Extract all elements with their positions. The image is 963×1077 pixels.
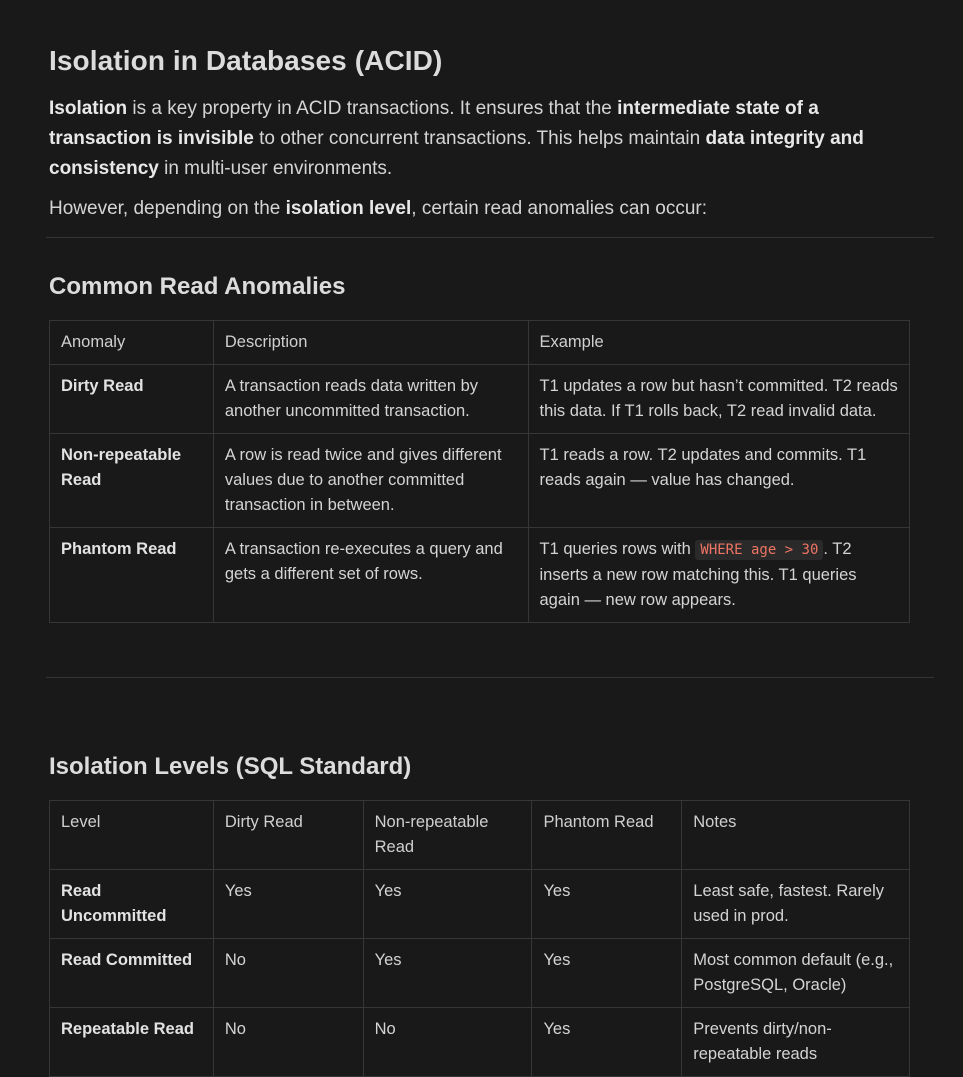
column-header: Non-repeatable Read: [363, 801, 532, 870]
table-row: [50, 434, 910, 528]
anomaly-example: T1 reads a row. T2 updates and commits. T1 reads again — value has changed.: [528, 434, 910, 528]
text: is a key property in ACID transactions. It ensures that the: [127, 98, 618, 119]
bold-text: Isolation: [49, 98, 128, 119]
text: T1 queries rows with: [539, 540, 696, 558]
dirty-read-cell: No: [213, 1008, 363, 1077]
column-header: Anomaly: [50, 321, 214, 365]
levels-heading: Isolation Levels (SQL Standard): [49, 753, 412, 780]
column-header: Level: [50, 801, 214, 870]
anomaly-intro-paragraph: [49, 194, 909, 224]
intro-paragraph: [49, 94, 909, 184]
level-name: Read Uncommitted: [50, 870, 214, 939]
nonrepeatable-read-cell: Yes: [363, 870, 532, 939]
level-name: Read Committed: [50, 939, 214, 1008]
column-header: Phantom Read: [532, 801, 682, 870]
text: , certain read anomalies can occur:: [411, 198, 707, 219]
anomaly-description: A transaction re-executes a query and gets a different set of rows.: [213, 528, 528, 623]
anomaly-name: Phantom Read: [50, 528, 214, 623]
text: However, depending on the: [49, 198, 286, 219]
nonrepeatable-read-cell: No: [363, 1008, 532, 1077]
phantom-read-cell: Yes: [532, 870, 682, 939]
anomalies-table: [49, 320, 910, 623]
page-title: Isolation in Databases (ACID): [49, 45, 443, 76]
table-row: [50, 939, 910, 1008]
anomaly-example: [528, 528, 910, 623]
divider: [46, 677, 934, 678]
table-row: [50, 528, 910, 623]
table-row: [50, 365, 910, 434]
table-header-row: [50, 801, 910, 870]
inline-code: WHERE age > 30: [695, 540, 823, 560]
dirty-read-cell: Yes: [213, 870, 363, 939]
notes-cell: Most common default (e.g., PostgreSQL, Oracle): [682, 939, 910, 1008]
table-row: [50, 1008, 910, 1077]
anomaly-name: Dirty Read: [50, 365, 214, 434]
bold-text: isolation level: [285, 198, 412, 219]
column-header: Example: [528, 321, 910, 365]
bold-text: intermediate state of a transaction is invisible: [49, 98, 819, 149]
text: . T2 inserts a new row matching this. T1 queries again — new row appears.: [539, 540, 857, 609]
phantom-read-cell: Yes: [532, 1008, 682, 1077]
table-row: [50, 870, 910, 939]
isolation-levels-table: [49, 800, 910, 1077]
column-header: Dirty Read: [213, 801, 363, 870]
notes-cell: Prevents dirty/non-repeatable reads: [682, 1008, 910, 1077]
anomaly-example: T1 updates a row but hasn’t committed. T2 reads this data. If T1 rolls back, T2 read invalid data.: [528, 365, 910, 434]
level-name: Repeatable Read: [50, 1008, 214, 1077]
anomaly-description: A transaction reads data written by another uncommitted transaction.: [213, 365, 528, 434]
divider: [46, 237, 934, 238]
anomaly-name: Non-repeatable Read: [50, 434, 214, 528]
table-header-row: [50, 321, 910, 365]
column-header: Notes: [682, 801, 910, 870]
text: in multi-user environments.: [158, 158, 393, 179]
notes-cell: Least safe, fastest. Rarely used in prod.: [682, 870, 910, 939]
anomaly-description: A row is read twice and gives different values due to another committed transaction in between.: [213, 434, 528, 528]
phantom-read-cell: Yes: [532, 939, 682, 1008]
anomalies-heading: Common Read Anomalies: [49, 273, 346, 300]
nonrepeatable-read-cell: Yes: [363, 939, 532, 1008]
bold-text: data integrity and consistency: [49, 128, 864, 179]
text: to other concurrent transactions. This helps maintain: [253, 128, 706, 149]
column-header: Description: [213, 321, 528, 365]
dirty-read-cell: No: [213, 939, 363, 1008]
